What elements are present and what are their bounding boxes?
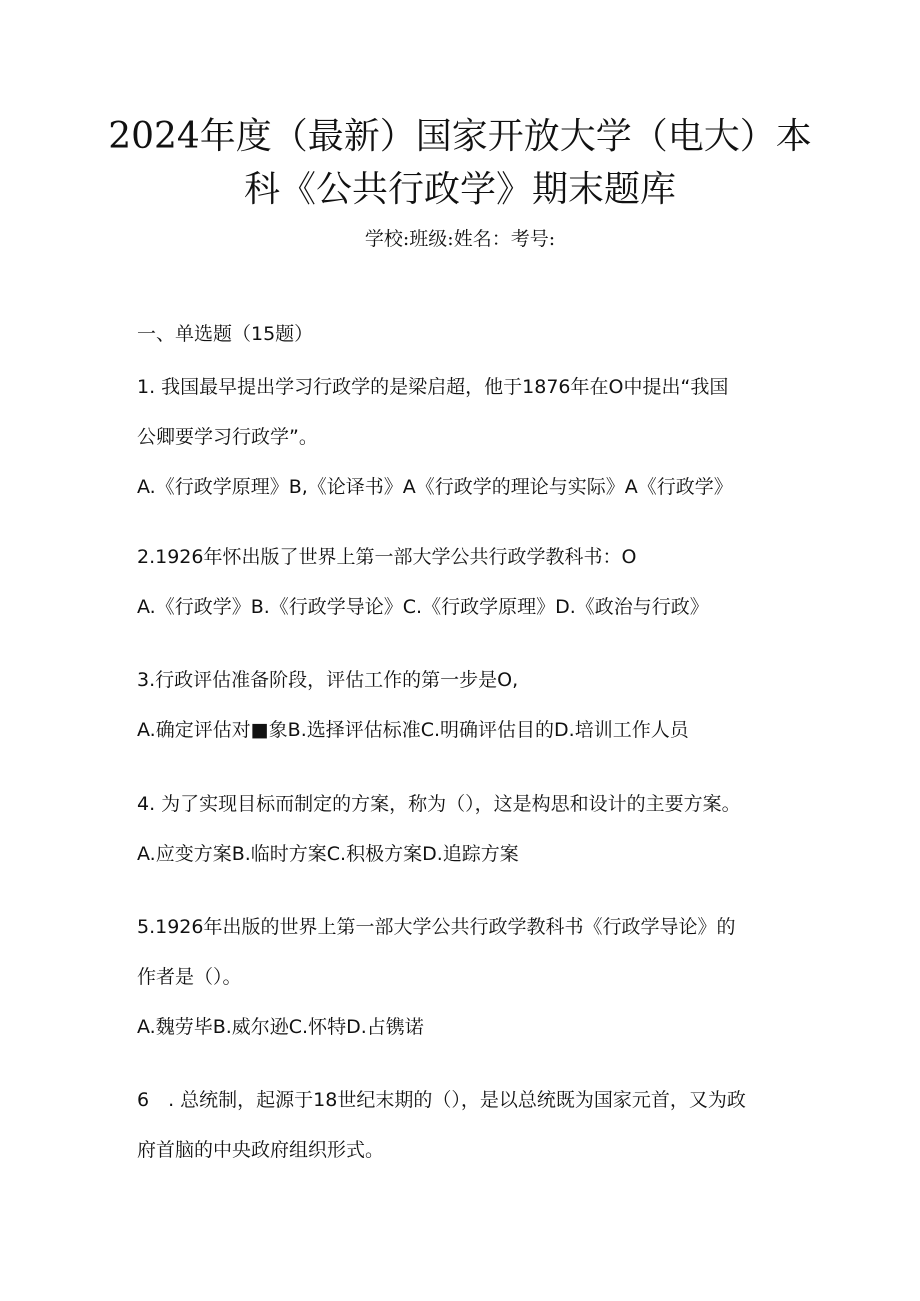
question-stem: 2.1926年怀出版了世界上第一部大学公共行政学教科书：O [137, 546, 637, 568]
question-stem: 6 . 总统制，起源于18世纪末期的（），是以总统既为国家元首，又为政 [137, 1089, 746, 1111]
question-stem: 3.行政评估准备阶段，评估工作的第一步是O, [137, 669, 519, 691]
question-options: A.《行政学原理》B,《论译书》A《行政学的理论与实际》A《行政学》 [137, 476, 733, 498]
document-title-line-1: 2024年度（最新）国家开放大学（电大）本 [108, 116, 812, 157]
question-options: A.应变方案B.临时方案C.积极方案D.追踪方案 [137, 843, 519, 865]
question-stem: 4. 为了实现目标而制定的方案，称为（），这是构思和设计的主要方案。 [137, 793, 741, 815]
question-options: A.魏劳毕B.威尔逊C.怀特D.占镌诺 [137, 1016, 424, 1038]
document-title-line-2: 科《公共行政学》期末题库 [243, 169, 676, 210]
question-stem: 5.1926年出版的世界上第一部大学公共行政学教科书《行政学导论》的 [137, 916, 736, 938]
question-options: A.《行政学》B.《行政学导论》C.《行政学原理》D.《政治与行政》 [137, 596, 709, 618]
question-stem: 府首脑的中央政府组织形式。 [137, 1139, 385, 1161]
section-heading: 一、单选题（15题） [137, 323, 314, 345]
question-options: A.确定评估对■象B.选择评估标准C.明确评估目的D.培训工作人员 [137, 719, 689, 741]
student-info-line: 学校:班级:姓名：考号: [364, 228, 556, 250]
question-stem: 作者是（）。 [137, 966, 242, 988]
question-stem: 公卿要学习行政学”。 [137, 426, 318, 448]
question-stem: 1. 我国最早提出学习行政学的是梁启超，他于1876年在O中提出“我国 [137, 376, 729, 398]
